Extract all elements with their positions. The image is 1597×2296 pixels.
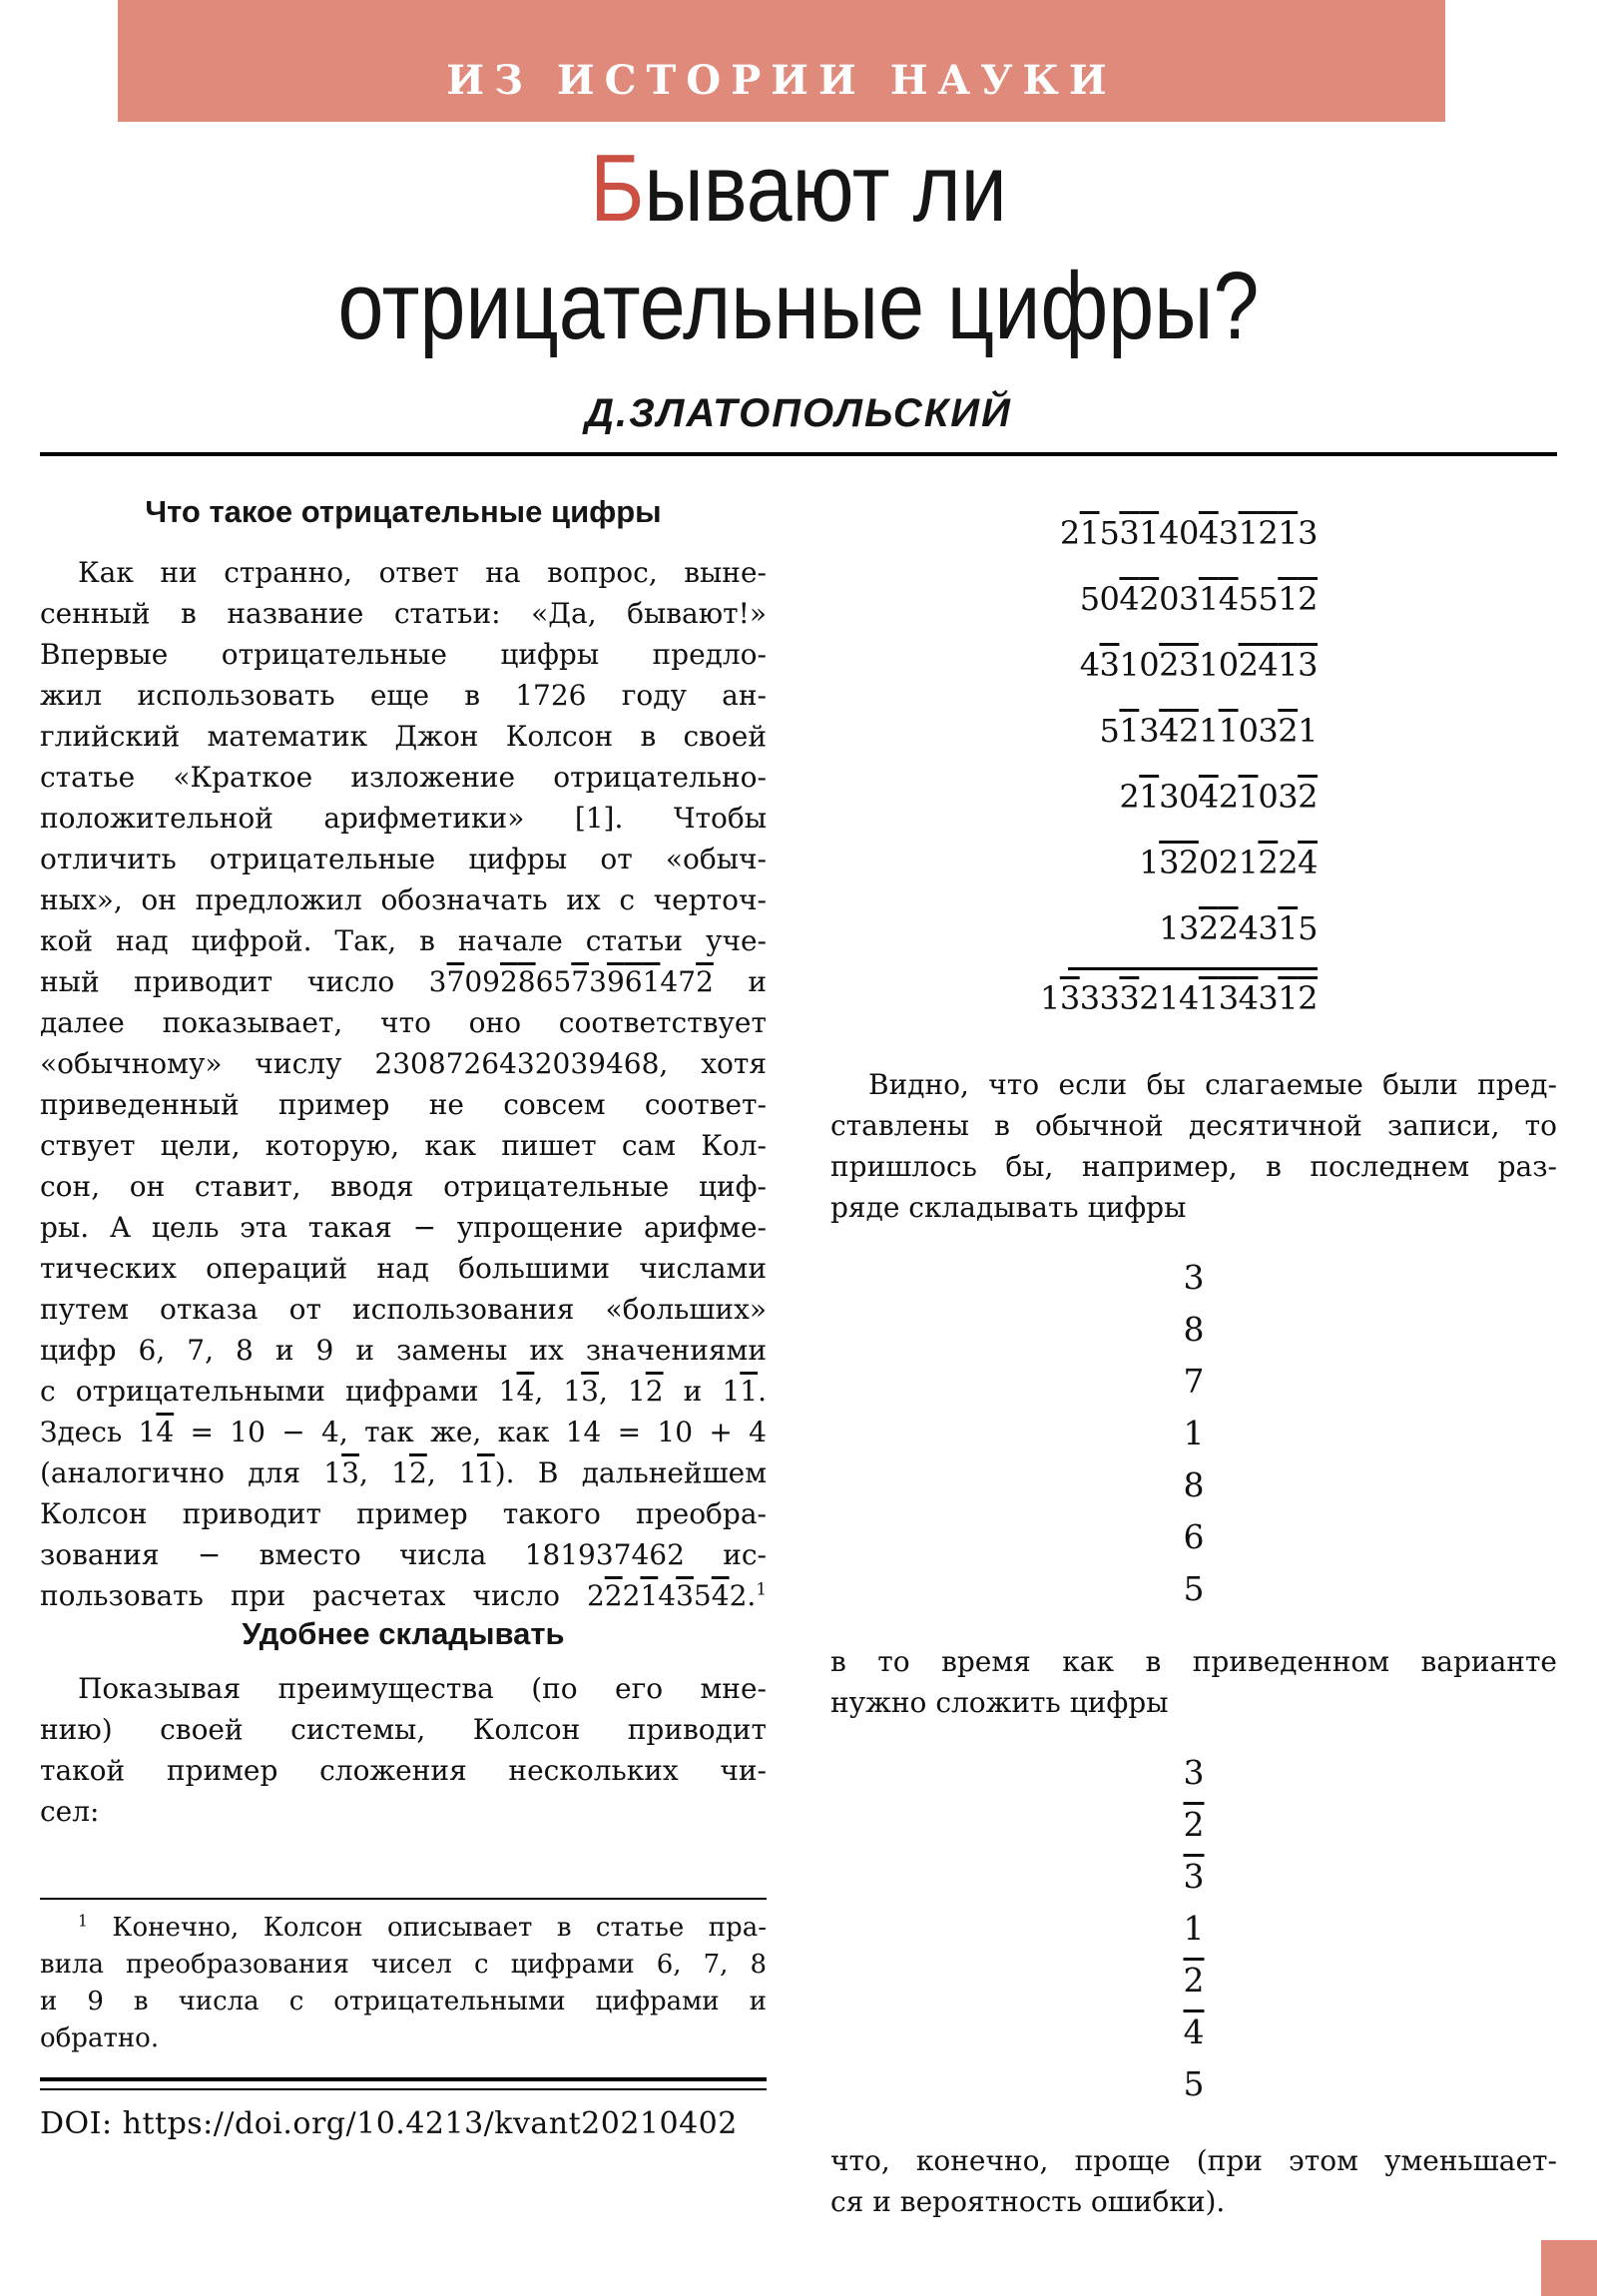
negative-digit: 8 — [517, 965, 536, 998]
digit-list-negative — [830, 1747, 1557, 2110]
digit: 2 — [1119, 778, 1140, 816]
digit: 0 — [1159, 580, 1179, 618]
negative-digit: 1 — [1238, 778, 1259, 816]
digit: 2 — [622, 1579, 641, 1612]
paragraph-decimal-comparison — [830, 1064, 1557, 1228]
digit: 3 — [1139, 712, 1160, 750]
digit: 3 — [589, 965, 607, 998]
digit: 0 — [1139, 646, 1160, 684]
text-line: ных», он предложил обозначать их с черточ- — [40, 883, 767, 916]
addend-number — [830, 500, 1318, 566]
negative-digit: 3 — [676, 1579, 694, 1612]
digit: 1 — [1183, 1909, 1205, 1948]
digit: 2 — [1278, 844, 1299, 881]
negative-digit: 2 — [1183, 1805, 1205, 1844]
negative-digit: 2 — [1139, 580, 1160, 618]
digit: 1 — [498, 1375, 517, 1408]
digit: 7 — [678, 965, 697, 998]
text-line: глийский математик Джон Колсон в своей — [40, 720, 767, 753]
digit: 5 — [1298, 909, 1318, 947]
right-column — [830, 494, 1557, 2222]
text-line: обратно. — [40, 2023, 160, 2053]
digit-line — [830, 1252, 1557, 1304]
negative-digit: 2 — [1159, 646, 1179, 684]
negative-digit: 4 — [1183, 2012, 1205, 2051]
addend-number — [830, 698, 1318, 764]
section-heading-1: Что такое отрицательные цифры — [145, 494, 662, 529]
text-line: пришлось бы, например, в последнем раз- — [830, 1150, 1557, 1183]
text-line: приведенный пример не совсем соответ- — [40, 1088, 767, 1121]
page-corner-marker — [1541, 2240, 1597, 2296]
digit: 3 — [1178, 909, 1199, 947]
digit: 1 — [1139, 844, 1160, 881]
digit: 3 — [1183, 1753, 1205, 1792]
digit-line — [830, 1851, 1557, 1903]
text-line: и 9 в числа с отрицательными цифрами и — [40, 1987, 767, 2016]
digit: 3 — [1079, 979, 1100, 1017]
text-line: ный приводит число 3709286573961472 и — [40, 965, 767, 998]
digit: 3 — [1278, 778, 1299, 816]
negative-digit: 3 — [1159, 844, 1179, 881]
digit: 1 — [1119, 646, 1140, 684]
negative-digit: 2 — [645, 1375, 664, 1408]
negative-digit: 2 — [1198, 909, 1219, 947]
digit: 5 — [1183, 2064, 1205, 2103]
addend-number — [830, 632, 1318, 698]
text-line: жил использовать еще в 1726 году ан- — [40, 679, 767, 712]
digit: 0 — [1218, 646, 1239, 684]
negative-digit: 1 — [1278, 909, 1299, 947]
text-line: зования − вместо числа 181937462 ис- — [40, 1538, 767, 1571]
digit: 2 — [1139, 979, 1160, 1017]
digit: 3 — [428, 965, 447, 998]
negative-digit: 1 — [1218, 712, 1239, 750]
digit: 1 — [1198, 646, 1219, 684]
negative-digit: 1 — [1079, 514, 1100, 552]
negative-digit: 2 — [1258, 844, 1279, 881]
negative-digit: 4 — [1198, 514, 1219, 552]
digit: 1 — [138, 1416, 157, 1448]
text-line: далее показывает, что оно соответствует — [40, 1006, 767, 1039]
negative-digit: 4 — [1159, 712, 1179, 750]
negative-digit: 4 — [1198, 778, 1219, 816]
text-line: нию) своей системы, Колсон приводит — [40, 1713, 767, 1746]
negative-digit: 1 — [1198, 580, 1219, 618]
negative-digit: 9 — [606, 965, 625, 998]
text-line: такой пример сложения нескольких чи- — [40, 1754, 767, 1787]
digit: 8 — [1183, 1310, 1205, 1349]
digit: 3 — [1183, 1258, 1205, 1297]
title-line-2: отрицательные цифры? — [337, 253, 1260, 359]
digit: 3 — [1258, 712, 1279, 750]
digit-line — [830, 1799, 1557, 1851]
text-line: цифр 6, 7, 8 и 9 и замены их значениями — [40, 1334, 767, 1367]
text-line: ры. А цель эта такая − упрощение арифме- — [40, 1211, 767, 1244]
addend-number — [830, 566, 1318, 632]
paragraph-easier-to-add — [40, 1668, 767, 1832]
digit: 5 — [1079, 580, 1100, 618]
digit: 3 — [1258, 909, 1279, 947]
digit: 3 — [1099, 979, 1120, 1017]
digit: 4 — [658, 1579, 677, 1612]
digit-line — [830, 2007, 1557, 2058]
text-line: нужно сложить цифры — [830, 1686, 1169, 1719]
digit: 7 — [1183, 1362, 1205, 1401]
negative-digit: 2 — [1238, 646, 1259, 684]
negative-digit: 2 — [1278, 712, 1299, 750]
text-line: Видно, что если бы слагаемые были пред- — [868, 1068, 1557, 1101]
paragraph-negative-variant — [830, 1641, 1557, 1723]
text-line: ряде складывать цифры — [830, 1191, 1187, 1224]
negative-digit: 1 — [1278, 580, 1299, 618]
digit-line — [830, 1304, 1557, 1356]
negative-digit: 3 — [1218, 979, 1239, 1017]
digit: 5 — [693, 1579, 712, 1612]
negative-digit: 1 — [476, 1456, 495, 1489]
negative-digit: 7 — [446, 965, 465, 998]
text-line: путем отказа от использования «больших» — [40, 1293, 767, 1326]
left-column — [40, 494, 767, 2222]
text-line: пользовать при расчетах число 222143542.$^1$ — [40, 1578, 767, 1612]
text-line: с отрицательными цифрами 14, 13, 12 и 11. — [40, 1375, 767, 1408]
digit: 2 — [1218, 844, 1239, 881]
negative-digit: 1 — [642, 965, 661, 998]
footnote-marker: 1 — [78, 1912, 88, 1931]
digit-line — [830, 1747, 1557, 1799]
negative-digit: 4 — [1258, 646, 1279, 684]
addend-number — [830, 830, 1318, 895]
negative-digit: 2 — [1178, 844, 1199, 881]
digit: 0 — [1198, 844, 1219, 881]
negative-digit: 3 — [341, 1456, 359, 1489]
negative-digit: 1 — [1139, 778, 1160, 816]
digit: 5 — [1258, 580, 1279, 618]
digit-line — [830, 1903, 1557, 1955]
digit-line — [830, 1955, 1557, 2007]
digit-line — [830, 1511, 1557, 1563]
negative-digit: 4 — [1298, 844, 1318, 881]
negative-digit: 4 — [516, 1375, 535, 1408]
doi-line: DOI: https://doi.org/10.4213/kvant20210402 — [40, 2106, 738, 2141]
digit: 2 — [1059, 514, 1080, 552]
digit: 5 — [1099, 514, 1120, 552]
text-line: что, конечно, проще (при этом уменьшает- — [830, 2144, 1557, 2177]
title-line-1-rest: ывают ли — [644, 135, 1007, 242]
negative-digit: 1 — [1238, 514, 1259, 552]
text-line: сел: — [40, 1795, 100, 1828]
text-line: кой над цифрой. Так, в начале статьи уче- — [40, 924, 767, 957]
digit: 3 — [1258, 979, 1279, 1017]
digit: 0 — [1238, 712, 1259, 750]
digit: 4 — [1238, 909, 1259, 947]
paragraph-what-are-negative-digits — [40, 552, 767, 1616]
text-line: ствует цели, которую, как пишет сам Кол- — [40, 1129, 767, 1162]
digit: 6 — [535, 965, 554, 998]
digit: 0 — [1178, 514, 1199, 552]
digit: 1 — [563, 1375, 582, 1408]
negative-digit: 4 — [156, 1416, 175, 1448]
digit: 1 — [391, 1456, 409, 1489]
negative-digit: 1 — [1278, 646, 1299, 684]
negative-digit: 3 — [1178, 646, 1199, 684]
digit: 0 — [1099, 580, 1120, 618]
digit: 4 — [1178, 979, 1199, 1017]
negative-digit: 3 — [1298, 646, 1318, 684]
negative-digit: 2 — [604, 1579, 623, 1612]
digit-list-decimal — [830, 1252, 1557, 1615]
negative-digit: 2 — [1298, 979, 1318, 1017]
text-line: ся и вероятность ошибки). — [830, 2185, 1226, 2218]
text-line: в то время как в приведенном варианте — [830, 1645, 1557, 1678]
negative-digit: 3 — [1059, 979, 1080, 1017]
digit: 4 — [1079, 646, 1100, 684]
text-line: Показывая преимущества (по его мне- — [78, 1672, 767, 1705]
negative-digit: 1 — [1119, 712, 1140, 750]
negative-digit: 3 — [1119, 514, 1140, 552]
digit: 5 — [553, 965, 572, 998]
negative-digit: 3 — [1099, 646, 1120, 684]
digit: 1 — [1298, 712, 1318, 750]
negative-digit: 2 — [1178, 712, 1199, 750]
digit: 1 — [1159, 909, 1179, 947]
negative-digit: 4 — [1218, 580, 1239, 618]
text-line: тических операций над большими числами — [40, 1252, 767, 1285]
digit: 1 — [1238, 844, 1259, 881]
text-line: Колсон приводит пример такого преобра- — [40, 1497, 767, 1530]
digit: 1 — [722, 1375, 741, 1408]
text-line: положительной арифметики» [1]. Чтобы — [40, 802, 767, 835]
digit: 2 — [1218, 778, 1239, 816]
negative-digit: 2 — [409, 1456, 427, 1489]
negative-digit: 4 — [1119, 580, 1140, 618]
text-line: ставлены в обычной десятичной записи, то — [830, 1109, 1557, 1142]
digit-line — [830, 1356, 1557, 1408]
section-heading-2: Удобнее складывать — [242, 1616, 565, 1651]
digit: 1 — [323, 1456, 342, 1489]
negative-digit: 1 — [1198, 979, 1219, 1017]
doi-double-rule — [40, 2077, 767, 2090]
article-title — [40, 130, 1557, 365]
author-name: Д.ЗЛАТОПОЛЬСКИЙ — [585, 391, 1012, 435]
footnote-rule — [40, 1898, 767, 1900]
digit: 0 — [464, 965, 483, 998]
negative-digit: 1 — [1278, 514, 1299, 552]
digit: 1 — [1159, 979, 1179, 1017]
text-line: сон, он ставит, вводя отрицательные циф- — [40, 1170, 767, 1203]
negative-digit: 3 — [581, 1375, 599, 1408]
negative-digit: 3 — [1183, 1857, 1205, 1896]
text-line: вила преобразования чисел с цифрами 6, 7, 8 — [40, 1950, 767, 1980]
text-line: Здесь 14 = 10 − 4, так же, как 14 = 10 + 4 — [40, 1416, 767, 1448]
digit: 1 — [1198, 712, 1219, 750]
digit: 5 — [1099, 712, 1120, 750]
negative-digit: 4 — [711, 1579, 730, 1612]
digit-line — [830, 2058, 1557, 2110]
negative-digit: 2 — [1298, 778, 1318, 816]
text-line: сенный в название статьи: «Да, бывают!» — [40, 597, 767, 630]
negative-digit: 2 — [696, 965, 714, 998]
digit: 4 — [660, 965, 679, 998]
negative-digit: 2 — [499, 965, 518, 998]
digit: 0 — [1258, 778, 1279, 816]
digit: 5 — [1183, 1569, 1205, 1608]
negative-digit: 7 — [571, 965, 590, 998]
digit: 2 — [586, 1579, 605, 1612]
digit: 3 — [1218, 514, 1239, 552]
rubric-band — [118, 0, 1445, 122]
text-line: статье «Краткое изложение отрицательно- — [40, 761, 767, 794]
digit: 1 — [459, 1456, 477, 1489]
paragraph-conclusion — [830, 2140, 1557, 2222]
title-line-1 — [146, 130, 1450, 248]
digit: 6 — [1183, 1517, 1205, 1556]
digit: 8 — [1183, 1465, 1205, 1504]
digit: 9 — [482, 965, 500, 998]
title-initial-letter: Б — [590, 135, 645, 242]
footnote-marker: 1 — [756, 1578, 767, 1599]
negative-digit: 1 — [740, 1375, 759, 1408]
addend-number — [830, 764, 1318, 830]
negative-digit: 1 — [1278, 979, 1299, 1017]
addend-number — [830, 895, 1318, 961]
sum-row — [830, 976, 1318, 1020]
two-column-body — [40, 494, 1557, 2222]
text-line: $^1$ Конечно, Колсон описывает в статье пра- — [78, 1912, 767, 1943]
negative-digit: 1 — [640, 1579, 659, 1612]
digit-line — [830, 1459, 1557, 1511]
addition-stack — [830, 500, 1318, 961]
author-rule — [40, 452, 1557, 456]
negative-digit: 4 — [1238, 979, 1259, 1017]
addition-example — [830, 500, 1557, 1020]
text-line: «обычному» числу 2308726432039468, хотя — [40, 1047, 767, 1080]
negative-digit: 2 — [1298, 580, 1318, 618]
negative-digit: 6 — [624, 965, 643, 998]
digit: 1 — [1183, 1414, 1205, 1452]
digit: 4 — [1159, 514, 1179, 552]
negative-digit: 3 — [1119, 979, 1140, 1017]
digit: 3 — [1159, 778, 1179, 816]
digit: 3 — [1178, 580, 1199, 618]
negative-digit: 2 — [1218, 909, 1239, 947]
footnote — [40, 1910, 767, 2057]
text-line: Как ни странно, ответ на вопрос, выне- — [78, 556, 767, 589]
digit: 3 — [1298, 514, 1318, 552]
text-line: Впервые отрицательные цифры предло- — [40, 638, 767, 671]
digit: 1 — [627, 1375, 646, 1408]
sum-rule — [1068, 967, 1318, 970]
digit-line — [830, 1563, 1557, 1615]
rubric-label: ИЗ ИСТОРИИ НАУКИ — [446, 56, 1117, 104]
digit: 0 — [1178, 778, 1199, 816]
text-line: отличить отрицательные цифры от «обыч- — [40, 843, 767, 875]
digit-line — [830, 1408, 1557, 1459]
negative-digit: 1 — [1139, 514, 1160, 552]
digit: 2 — [729, 1579, 748, 1612]
digit: 5 — [1238, 580, 1259, 618]
digit: 1 — [1039, 979, 1060, 1017]
text-line: (аналогично для 13, 12, 11). В дальнейшем — [40, 1456, 767, 1489]
negative-digit: 2 — [1258, 514, 1279, 552]
negative-digit: 2 — [1183, 1961, 1205, 2000]
